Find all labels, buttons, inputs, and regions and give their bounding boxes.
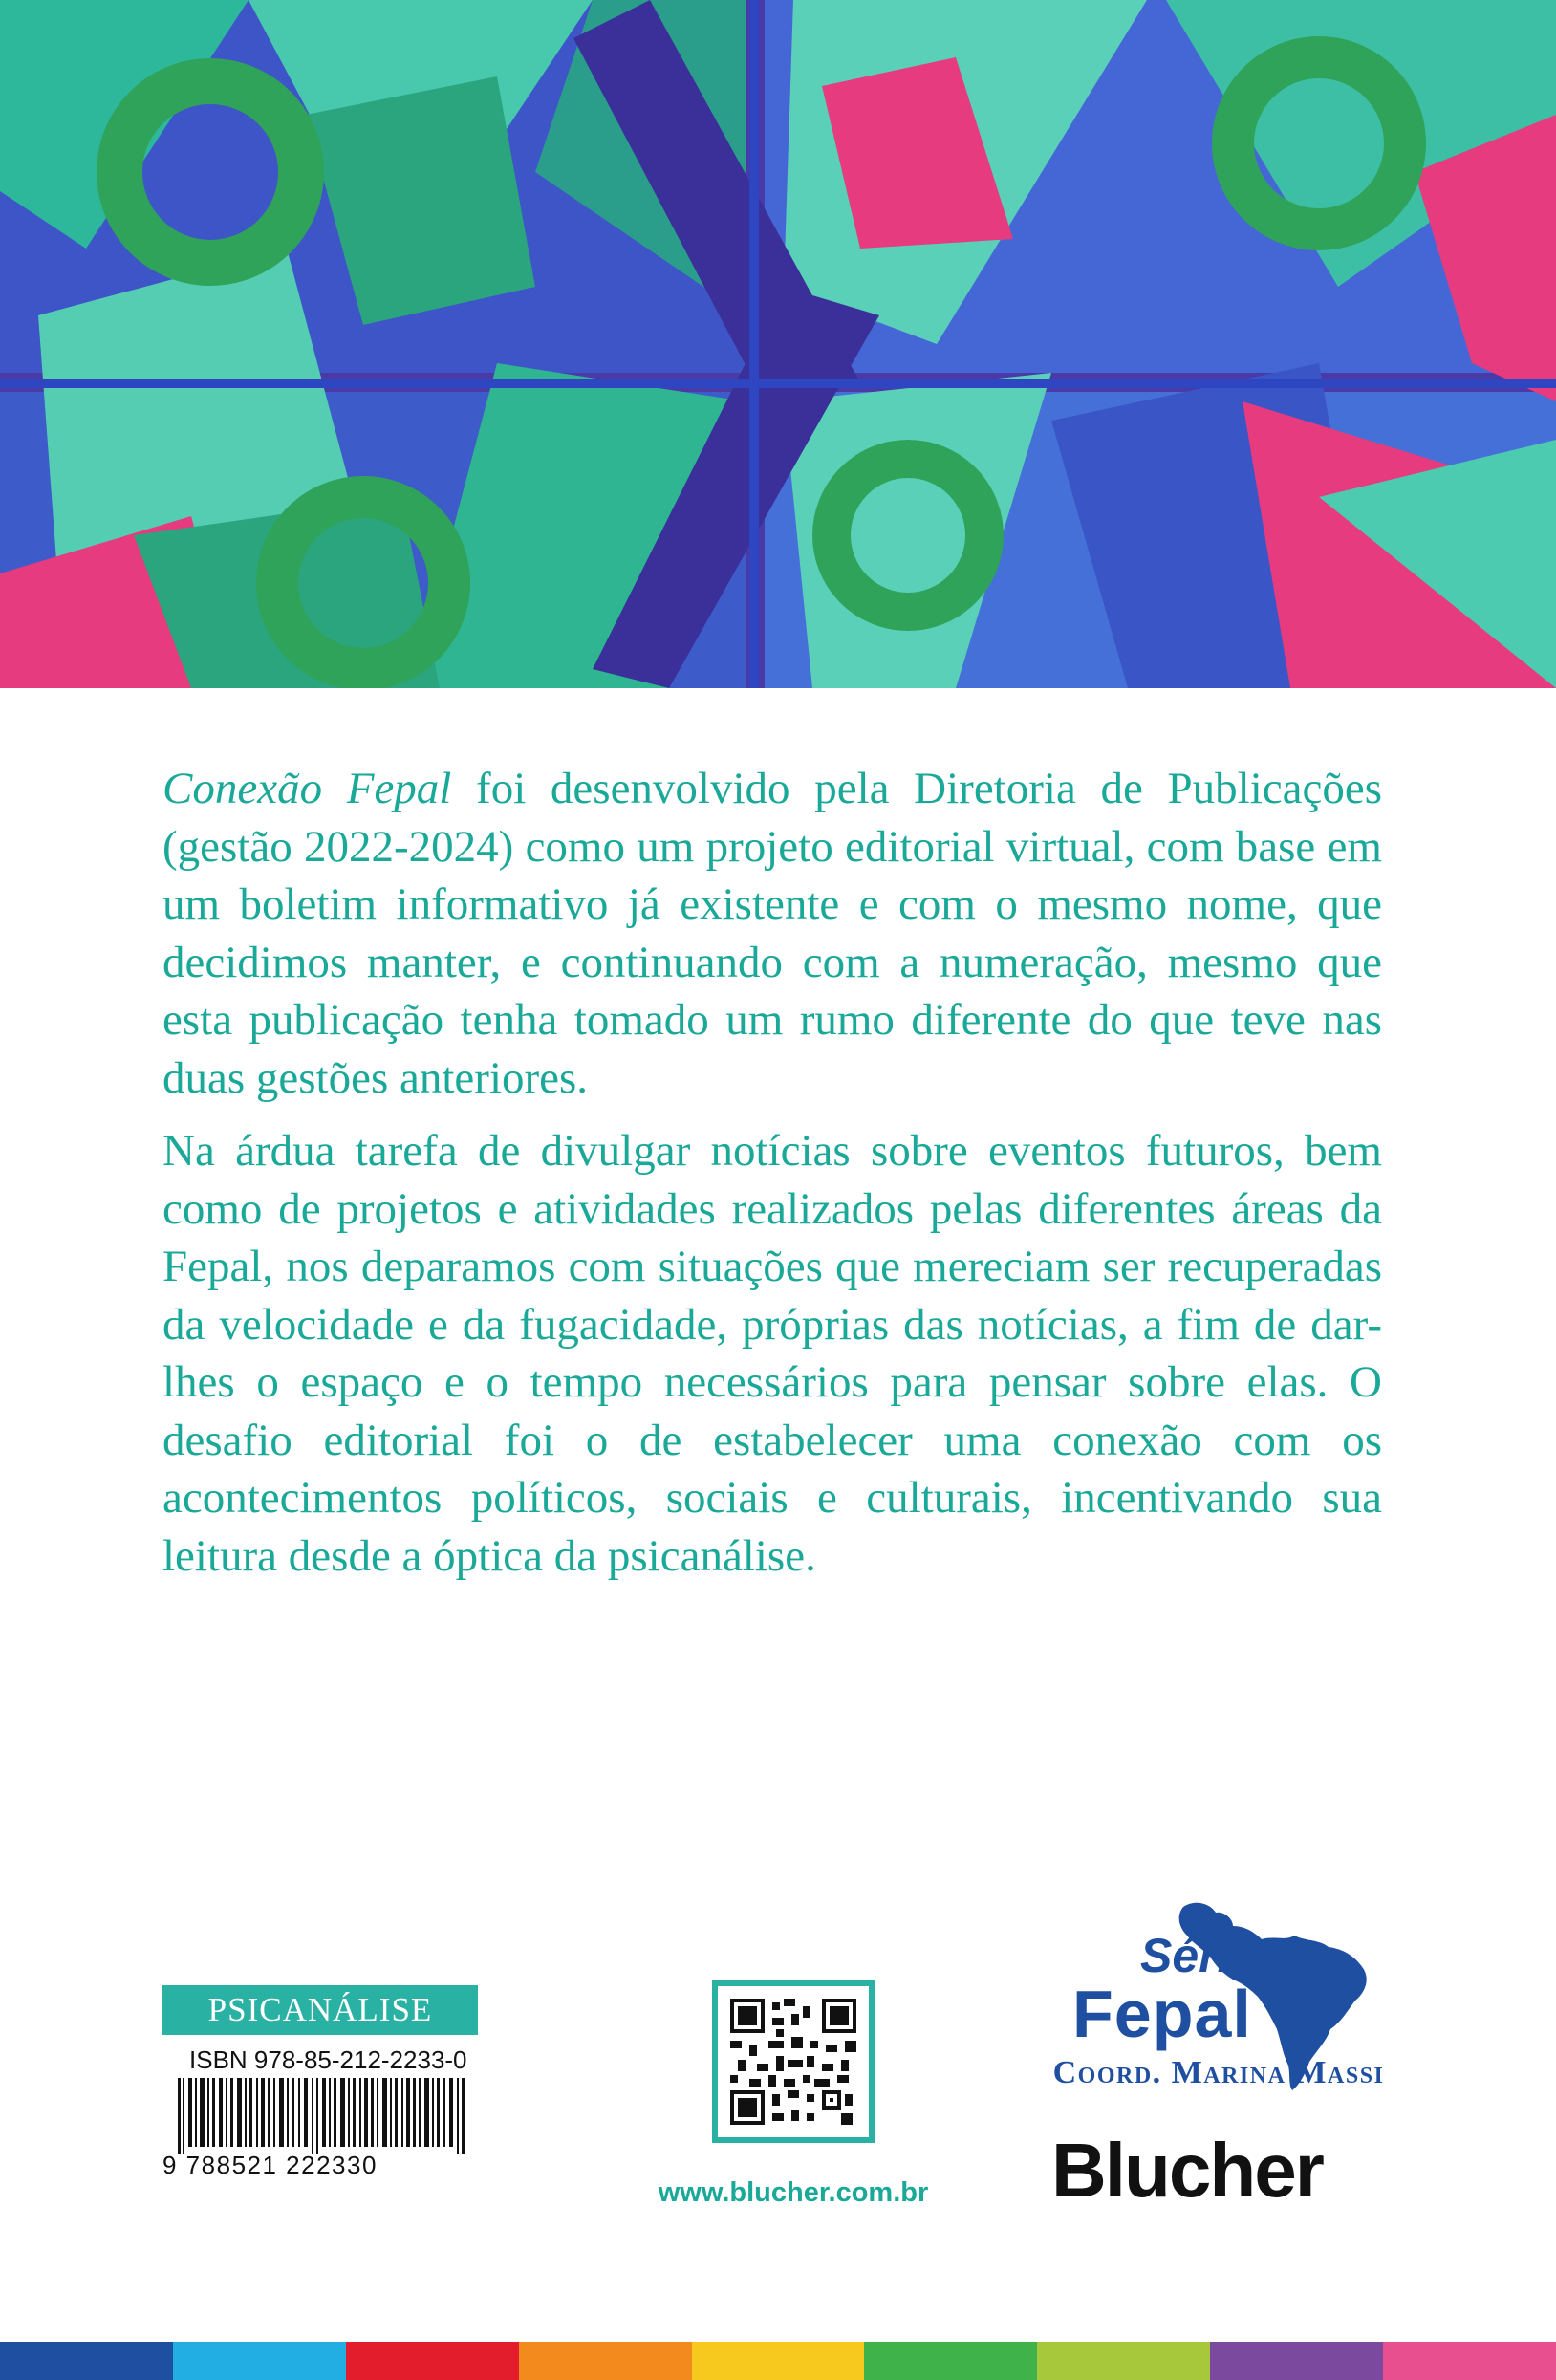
color-strip-segment — [864, 2342, 1037, 2380]
color-strip-segment — [692, 2342, 865, 2380]
blurb-paragraph-1-text: foi desenvolvido pela Diretoria de Publicações (gestão 2022-2024) como um projeto editorial virtual, com base em um boletim informativo já existente e com o mesmo nome, que decidimos manter, e continuando com a numeração, mesmo que esta publicação tenha tomado um rumo diferente do que teve nas duas gestões anteriores. — [162, 764, 1383, 1103]
series-word-fepal: Fepal — [1072, 1977, 1252, 2051]
blurb-paragraph-1 — [162, 760, 1382, 1107]
color-strip-segment — [1383, 2342, 1556, 2380]
back-cover-blurb — [162, 760, 1382, 1600]
color-strip-segment — [0, 2342, 173, 2380]
barcode-digits: 9 788521 222330 — [162, 2151, 378, 2179]
color-strip — [0, 2342, 1556, 2380]
series-word-serie: Série — [1140, 1929, 1258, 1982]
isbn-barcode — [162, 2045, 478, 2189]
qr-code[interactable] — [712, 1980, 875, 2143]
color-strip-segment — [1037, 2342, 1210, 2380]
publisher-logo: Blucher — [1051, 2128, 1323, 2213]
color-strip-segment — [519, 2342, 692, 2380]
color-strip-segment — [173, 2342, 346, 2380]
coordinator-credit: Coord. Marina Massi — [1052, 2055, 1385, 2090]
isbn-label: ISBN 978-85-212-2233-0 — [189, 2045, 467, 2074]
color-strip-segment — [1210, 2342, 1383, 2380]
barcode-icon — [172, 2078, 473, 2154]
cover-artwork — [0, 0, 1556, 688]
color-strip-segment — [346, 2342, 519, 2380]
qr-code-icon — [730, 1999, 856, 2125]
blurb-paragraph-2: Na árdua tarefa de divulgar notícias sobre eventos futuros, bem como de projetos e atividades realizados pelas diferentes áreas da Fepal, nos deparamos com situações que mereciam ser recuperadas da velocidade e da fugacidade, próprias das notícias, a fim de dar-lhes o espaço e o tempo necessários para pensar sobre elas. O desafio editorial foi o de estabelecer uma conexão com os acontecimentos políticos, sociais e culturais, incentivando sua leitura desde a óptica da psicanálise. — [162, 1126, 1382, 1581]
category-label: PSICANÁLISE — [162, 1985, 478, 2035]
book-title: Conexão Fepal — [162, 764, 452, 813]
website-link[interactable]: www.blucher.com.br — [658, 2177, 929, 2208]
